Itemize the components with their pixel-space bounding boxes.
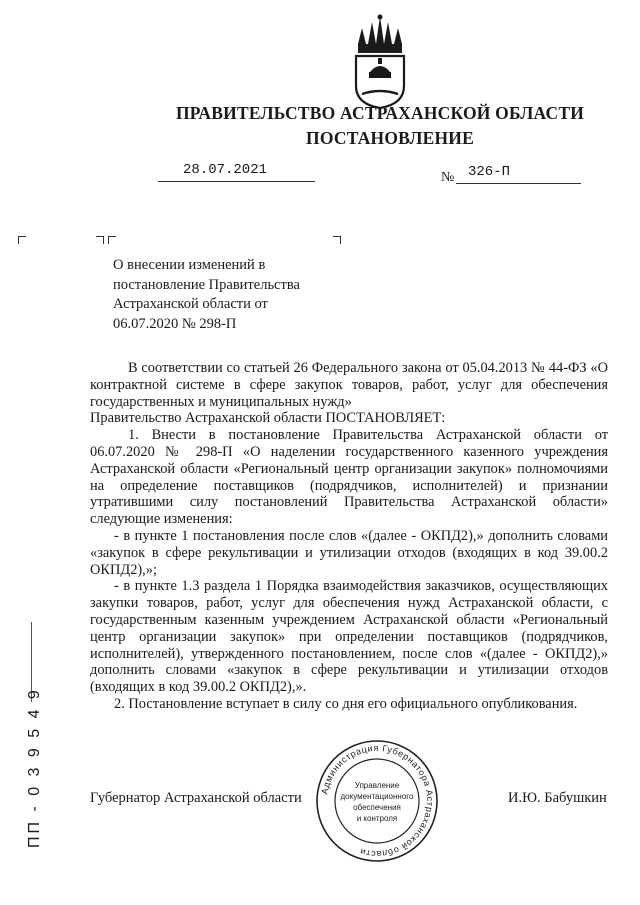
document-date: 28.07.2021 [183, 162, 268, 178]
bracket-subject-left [96, 236, 104, 244]
number-sign: № [441, 170, 455, 185]
stamp-line-1: Управление [354, 781, 400, 790]
clause-1-point-a: - в пункте 1 постановления после слов «(далее - ОКПД2),» дополнить словами «закупок в сфере рекультивации и утилизации отходов (входящих в код 39.00.2 ОКПД2),»; [90, 527, 608, 578]
organization-title: ПРАВИТЕЛЬСТВО АСТРАХАНСКОЙ ОБЛАСТИ [175, 103, 585, 123]
bracket-top-left [18, 236, 26, 244]
stamp-line-3: обеспечения [353, 803, 401, 812]
bracket-subject-left-2 [108, 236, 116, 244]
svg-text:Администрация Губернатора Астр [319, 743, 435, 859]
document-number: 326-П [468, 164, 511, 180]
document-type: ПОСТАНОВЛЕНИЕ [306, 128, 474, 148]
clause-1-point-b: - в пункте 1.3 раздела 1 Порядка взаимодействия заказчиков, осуществляющих закупки товаров, работ, услуг для обеспечения нужд Астраханской области, с государственным казенным учреждением Астраханской области «Региональный центр организации закупок» при определении поставщиков (подрядчиков, исполнителей), утвержденного постановлением, после слов «(далее - ОКПД2),» дополнить словами «закупок в сфере рекультивации и утилизации отходов (входящих в код 39.00.2 ОКПД2),». [90, 578, 608, 696]
coat-of-arms-icon [344, 14, 416, 110]
date-underline [158, 181, 315, 182]
margin-serial-number: ПП - 0 3 9 5 4 9 [26, 687, 43, 848]
clause-2: 2. Постановление вступает в силу со дня его официального опубликования. [114, 695, 578, 712]
decree-line: Правительство Астраханской области ПОСТАНОВЛЯЕТ: [90, 410, 446, 427]
round-stamp [314, 738, 440, 864]
signer-name: И.Ю. Бабушкин [508, 790, 607, 806]
document-body [90, 360, 608, 713]
stamp-line-2: документационного [340, 792, 414, 801]
document-subject: О внесении изменений в постановление Правительства Астраханской области от 06.07.2020 № 298-П [113, 257, 300, 332]
preamble: В соответствии со статьей 26 Федерального закона от 05.04.2013 № 44-ФЗ «О контрактной системе в сфере закупок товаров, работ, услуг для обеспечения государственных и муниципальных нужд» [90, 360, 608, 410]
signer-position: Губернатор Астраханской области [90, 790, 302, 806]
bracket-subject-right [333, 236, 341, 244]
stamp-outer-text: Администрация Губернатора Астраханской области [319, 742, 436, 860]
number-underline [456, 183, 581, 184]
clause-1: 1. Внести в постановление Правительства Астраханской области от 06.07.2020 № 298-П «О наделении государственного казенного учреждения Астраханской области «Региональный центр организации закупок» полномочиями на определение поставщиков (подрядчиков, исполнителей) и признании утратившими силу постановлений Правительства Астраханской области» следующие изменения: [90, 427, 608, 528]
stamp-line-4: и контроля [356, 814, 398, 823]
